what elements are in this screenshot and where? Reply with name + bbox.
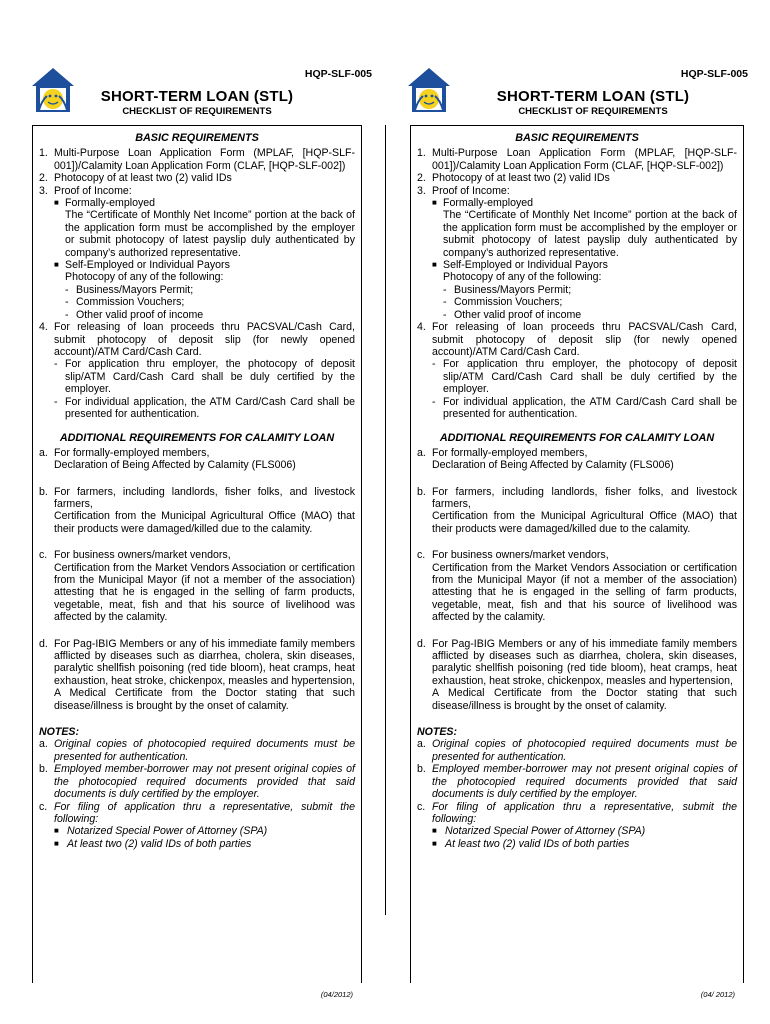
paragraph: The “Certificate of Monthly Net Income” portion at the back of the application form must be accomplished by the employer or submit photocopy of latest payslip duly authenticated by company’s authorized representative. <box>443 209 737 259</box>
list-item: - For individual application, the ATM Card/Cash Card shall be presented for authentication. <box>54 395 355 420</box>
list-item: 3. Proof of Income: <box>417 184 510 197</box>
checklist-panel-right <box>398 58 748 999</box>
list-item: ■ Self-Employed or Individual Payors <box>54 259 230 272</box>
list-item: c. For filing of application thru a representative, submit the following: <box>417 800 737 825</box>
list-item: a. Original copies of photocopied required documents must be presented for authentication. <box>39 738 355 763</box>
notes-heading: NOTES: <box>39 726 80 739</box>
list-item: - Commission Vouchers; <box>65 296 185 309</box>
list-item: ■ At least two (2) valid IDs of both parties <box>432 837 630 850</box>
list-item: a. For formally-employed members, Declaration of Being Affected by Calamity (FLS006) <box>39 446 296 472</box>
requirements-box <box>410 125 744 999</box>
list-item: - For application thru employer, the photocopy of deposit slip/ATM Card/Cash Card shall be duly certified by the employer. <box>432 358 737 396</box>
list-item: c. For business owners/market vendors, Certification from the Market Vendors Association or certification from the Municipal Mayor (if not a member of the association) attesting that he is engaged in the selling of farm products, vegetable, meat, fish and that his source of livelihood was affected by the calamity. <box>417 549 737 624</box>
list-item: - For individual application, the ATM Card/Cash Card shall be presented for authentication. <box>432 395 737 420</box>
paragraph: The “Certificate of Monthly Net Income” portion at the back of the application form must be accomplished by the employer or submit photocopy of latest payslip duly authenticated by company’s authorized representative. <box>65 209 355 259</box>
paragraph: Photocopy of any of the following: <box>443 271 602 284</box>
list-item: - Commission Vouchers; <box>443 296 563 309</box>
list-item: 2. Photocopy of at least two (2) valid IDs <box>39 172 232 185</box>
list-item: b. For farmers, including landlords, fisher folks, and livestock farmers, Certification from the Municipal Agricultural Office (MAO) that their products were damaged/killed due to the calamity. <box>417 485 737 535</box>
list-item: ■ Notarized Special Power of Attorney (SPA) <box>432 825 646 838</box>
list-item: 3. Proof of Income: <box>39 184 132 197</box>
additional-requirements-heading: ADDITIONAL REQUIREMENTS FOR CALAMITY LOAN <box>439 432 715 445</box>
list-item: ■ Notarized Special Power of Attorney (SPA) <box>54 825 268 838</box>
list-item: d. For Pag-IBIG Members or any of his immediate family members afflicted by diseases such as diarrhea, cholera, skin diseases, paralytic shellfish poisoning (red tide bloom), heat cramps, heat exhaustion, heat stroke, chickenpox, measles and hypertension, A Medical Certificate from the Doctor stating that such disease/illness is brought by the onset of calamity. <box>417 637 737 712</box>
list-item: b. Employed member-borrower may not present original copies of the photocopied required documents provided that said documents is duly certified by the employer. <box>417 763 737 801</box>
list-item: - Business/Mayors Permit; <box>65 283 194 296</box>
list-item: d. For Pag-IBIG Members or any of his immediate family members afflicted by diseases such as diarrhea, cholera, skin diseases, paralytic shellfish poisoning (red tide bloom), heat cramps, heat exhaustion, heat stroke, chickenpox, measles and hypertension, A Medical Certificate from the Doctor stating that such disease/illness is brought by the onset of calamity. <box>39 637 355 712</box>
list-item: b. Employed member-borrower may not present original copies of the photocopied required documents provided that said documents is duly certified by the employer. <box>39 763 355 801</box>
page-subtitle: CHECKLIST OF REQUIREMENTS <box>518 106 668 117</box>
list-item: a. Original copies of photocopied required documents must be presented for authentication. <box>417 738 737 763</box>
paragraph: Photocopy of any of the following: <box>65 271 224 284</box>
list-item: ■ Formally-employed <box>432 197 534 210</box>
page-title: SHORT-TERM LOAN (STL) <box>496 88 690 105</box>
form-code: HQP-SLF-005 <box>680 68 748 80</box>
list-item: b. For farmers, including landlords, fisher folks, and livestock farmers, Certification from the Municipal Agricultural Office (MAO) that their products were damaged/killed due to the calamity. <box>39 485 355 535</box>
list-item: 2. Photocopy of at least two (2) valid IDs <box>417 172 610 185</box>
list-item: a. For formally-employed members, Declaration of Being Affected by Calamity (FLS006) <box>417 446 674 472</box>
basic-requirements-heading: BASIC REQUIREMENTS <box>135 132 259 144</box>
requirements-content <box>417 132 737 850</box>
requirements-box <box>32 125 362 999</box>
revision-date: (04/2012) <box>320 990 353 999</box>
list-item: 4. For releasing of loan proceeds thru PACSVAL/Cash Card, submit photocopy of deposit slip (for newly opened account)/ATM Card/Cash Card. <box>39 321 355 358</box>
checklist-panel-left <box>22 58 372 999</box>
list-item: - For application thru employer, the photocopy of deposit slip/ATM Card/Cash Card shall be duly certified by the employer. <box>54 358 355 396</box>
list-item: 4. For releasing of loan proceeds thru PACSVAL/Cash Card, submit photocopy of deposit slip (for newly opened account)/ATM Card/Cash Card. <box>417 321 737 358</box>
list-item: ■ Formally-employed <box>54 197 156 210</box>
list-item: ■ Self-Employed or Individual Payors <box>432 259 608 272</box>
revision-date: (04/ 2012) <box>700 990 735 999</box>
list-item: 1. Multi-Purpose Loan Application Form (MPLAF, [HQP-SLF-001])/Calamity Loan Application Form (CLAF, [HQP-SLF-002]) <box>417 147 737 172</box>
list-item: - Other valid proof of income <box>65 308 204 321</box>
list-item: - Business/Mayors Permit; <box>443 283 572 296</box>
list-item: c. For filing of application thru a representative, submit the following: <box>39 800 355 825</box>
requirements-content <box>39 132 355 850</box>
list-item: - Other valid proof of income <box>443 308 582 321</box>
additional-requirements-heading: ADDITIONAL REQUIREMENTS FOR CALAMITY LOAN <box>59 432 335 445</box>
page-subtitle: CHECKLIST OF REQUIREMENTS <box>122 106 272 117</box>
center-divider <box>385 125 386 915</box>
list-item: ■ At least two (2) valid IDs of both parties <box>54 837 252 850</box>
page-title: SHORT-TERM LOAN (STL) <box>100 88 294 105</box>
list-item: 1. Multi-Purpose Loan Application Form (MPLAF, [HQP-SLF-001])/Calamity Loan Application Form (CLAF, [HQP-SLF-002]) <box>39 147 355 172</box>
form-code: HQP-SLF-005 <box>304 68 372 80</box>
notes-heading: NOTES: <box>417 726 458 739</box>
basic-requirements-heading: BASIC REQUIREMENTS <box>515 132 639 144</box>
list-item: c. For business owners/market vendors, Certification from the Market Vendors Association or certification from the Municipal Mayor (if not a member of the association) attesting that he is engaged in the selling of farm products, vegetable, meat, fish and that his source of livelihood was affected by the calamity. <box>39 549 355 624</box>
